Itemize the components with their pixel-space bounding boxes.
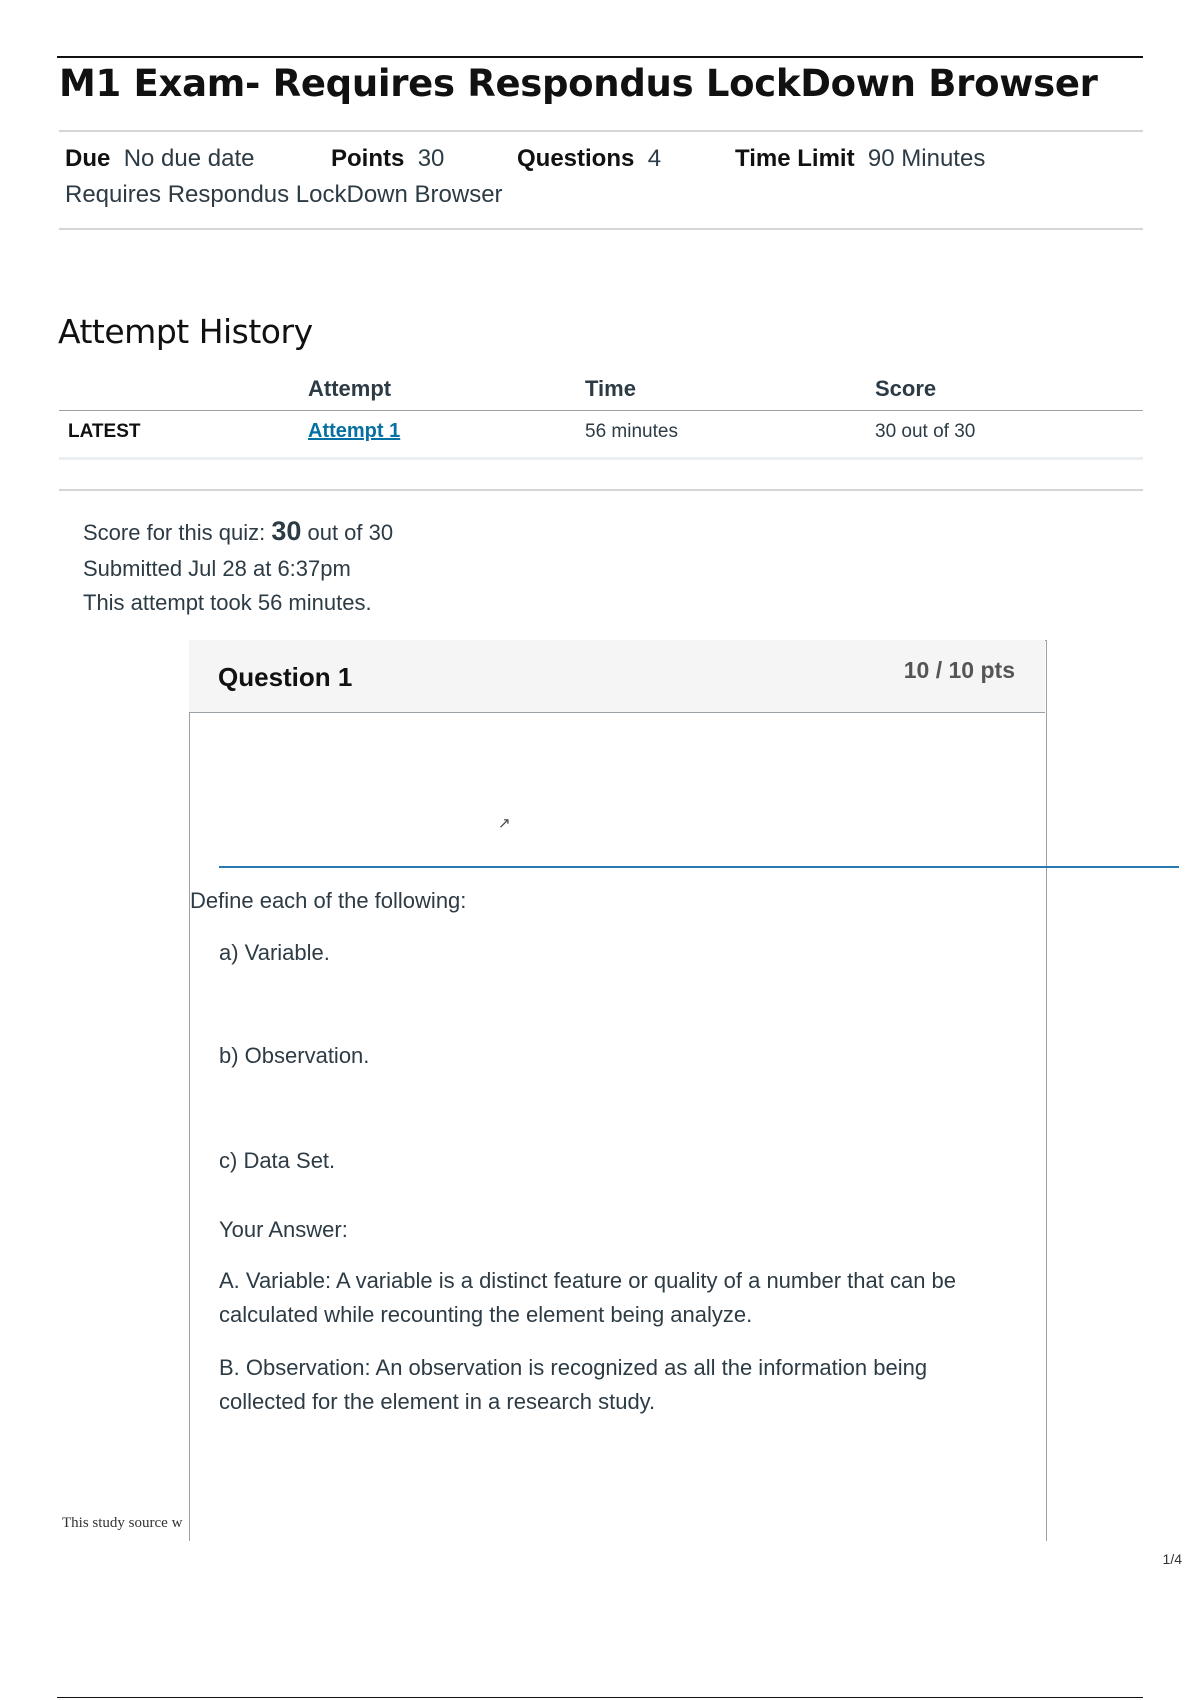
question-points: 10 / 10 pts (903, 657, 1015, 683)
score-value: 30 (271, 516, 302, 546)
bottom-rule (57, 1697, 1143, 1698)
score-summary (83, 516, 393, 547)
summary-divider (59, 489, 1143, 491)
lockdown-note: Requires Respondus LockDown Browser (65, 181, 503, 208)
attempt-time: 56 minutes (585, 421, 678, 442)
due-value: No due date (123, 145, 255, 172)
meta-divider (59, 228, 1143, 230)
attempt-score: 30 out of 30 (875, 421, 976, 442)
title-divider (59, 130, 1143, 132)
submitted-text: Submitted Jul 28 at 6:37pm (83, 556, 351, 581)
questions-value: 4 (647, 145, 662, 172)
duration-text: This attempt took 56 minutes. (83, 590, 372, 615)
column-header-attempt: Attempt (308, 376, 392, 401)
points-value: 30 (417, 145, 445, 172)
page-number: 1/4 (1162, 1551, 1182, 1567)
time-limit-meta (735, 145, 985, 173)
due-meta (65, 145, 254, 173)
question-divider (219, 866, 1179, 868)
questions-meta (517, 145, 661, 173)
question-item-c: c) Data Set. (219, 1148, 336, 1173)
time-limit-value: 90 Minutes (867, 145, 986, 172)
score-suffix: out of 30 (301, 520, 394, 545)
latest-badge: LATEST (68, 421, 141, 442)
answer-observation: B. Observation: An observation is recognized as all the information being collected for the element in a research study. (219, 1355, 928, 1414)
answer-label: Your Answer: (219, 1217, 348, 1242)
top-rule (57, 56, 1143, 58)
points-meta (331, 145, 444, 173)
questions-label: Questions (517, 145, 635, 172)
points-label: Points (331, 145, 405, 172)
column-header-score: Score (875, 376, 937, 401)
page-title: M1 Exam- Requires Respondus LockDown Browser (59, 62, 1098, 105)
time-limit-label: Time Limit (735, 145, 855, 172)
score-prefix: Score for this quiz: (83, 520, 272, 545)
table-row-rule (59, 457, 1143, 460)
table-header-rule (59, 410, 1143, 411)
attempt-history-heading: Attempt History (58, 312, 313, 351)
column-header-time: Time (585, 376, 636, 401)
question-header (189, 640, 1045, 713)
question-title: Question 1 (218, 662, 353, 692)
question-item-b: b) Observation. (219, 1043, 370, 1068)
answer-variable: A. Variable: A variable is a distinct feature or quality of a number that can be calculated while recounting the element being analyze. (219, 1268, 957, 1327)
expand-icon[interactable]: ↗ (498, 815, 511, 832)
question-item-a: a) Variable. (219, 940, 330, 965)
question-prompt: Define each of the following: (190, 888, 467, 913)
due-label: Due (65, 145, 111, 172)
source-note: This study source w (62, 1515, 183, 1531)
attempt-1-link[interactable]: Attempt 1 (308, 420, 401, 442)
